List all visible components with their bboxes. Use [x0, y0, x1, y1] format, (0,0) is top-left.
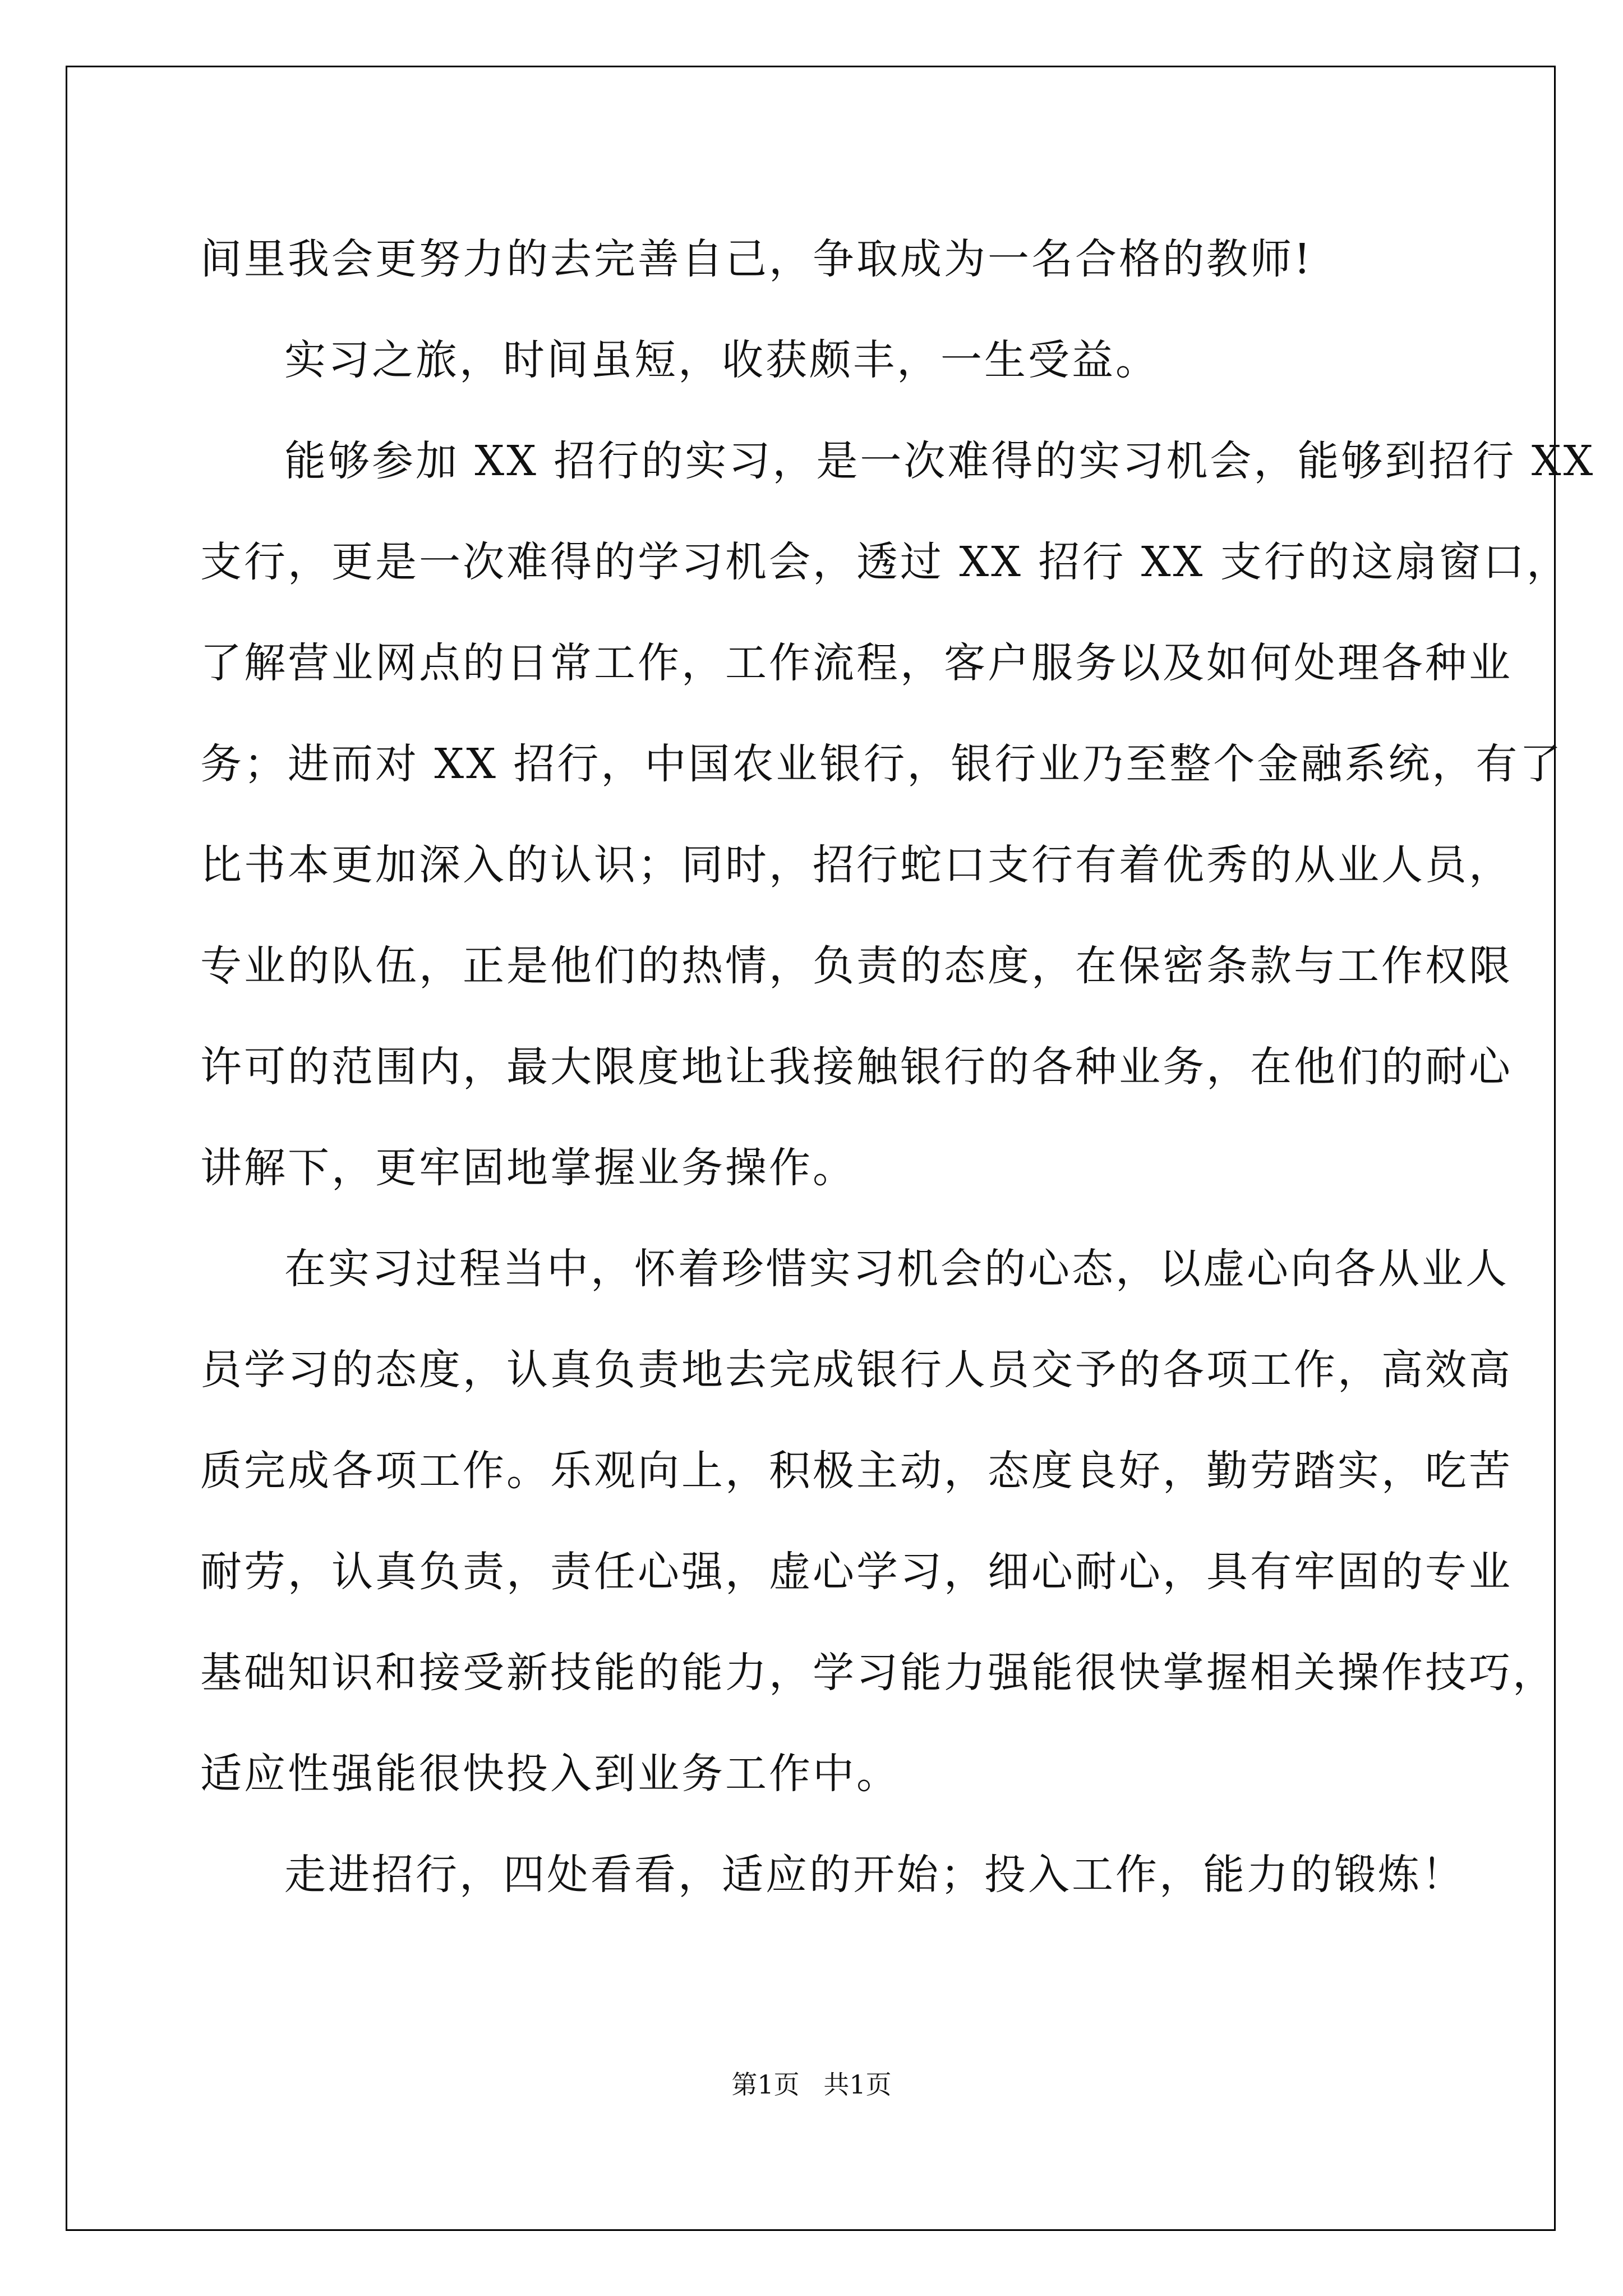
text-line: 讲解下，更牢固地掌握业务操作。: [200, 1144, 856, 1192]
text-line: 质完成各项工作。乐观向上，积极主动，态度良好，勤劳踏实，吃苦: [200, 1447, 1513, 1495]
text-line: 务；进而对 XX 招行，中国农业银行，银行业乃至整个金融系统，有了: [200, 740, 1564, 788]
text-line: 许可的范围内，最大限度地让我接触银行的各种业务，在他们的耐心: [200, 1043, 1513, 1091]
text-line: 专业的队伍，正是他们的热情，负责的态度，在保密条款与工作权限: [200, 942, 1513, 990]
text-line: 耐劳，认真负责，责任心强，虚心学习，细心耐心，具有牢固的专业: [200, 1548, 1513, 1596]
text-line: 员学习的态度，认真负责地去完成银行人员交予的各项工作，高效高: [200, 1346, 1513, 1394]
text-line: 间里我会更努力的去完善自己，争取成为一名合格的教师!: [200, 235, 1313, 283]
page-number-total: 共1页: [823, 2069, 892, 2100]
document-body: [200, 209, 1596, 1925]
text-line: 比书本更加深入的认识；同时，招行蛇口支行有着优秀的从业人员，: [200, 841, 1513, 889]
paragraph-first-line: 走进招行，四处看看，适应的开始；投入工作，能力的锻炼！: [284, 1851, 1465, 1899]
paragraph-first-line: 能够参加 XX 招行的实习，是一次难得的实习机会，能够到招行 XX: [284, 437, 1596, 485]
text-line: 了解营业网点的日常工作，工作流程，客户服务以及如何处理各种业: [200, 639, 1513, 687]
text-line: 支行，更是一次难得的学习机会，透过 XX 招行 XX 支行的这扇窗口，: [200, 538, 1570, 586]
paragraph-first-line: 在实习过程当中，怀着珍惜实习机会的心态，以虚心向各从业人: [284, 1245, 1509, 1293]
page-footer: [0, 2064, 1623, 2101]
text-line: 适应性强能很快投入到业务工作中。: [200, 1750, 900, 1798]
text-line: 基础知识和接受新技能的能力，学习能力强能很快掌握相关操作技巧，: [200, 1649, 1556, 1697]
paragraph-first-line: 实习之旅，时间虽短，收获颇丰，一生受益。: [284, 336, 1159, 384]
page-number-current: 第1页: [731, 2069, 800, 2100]
